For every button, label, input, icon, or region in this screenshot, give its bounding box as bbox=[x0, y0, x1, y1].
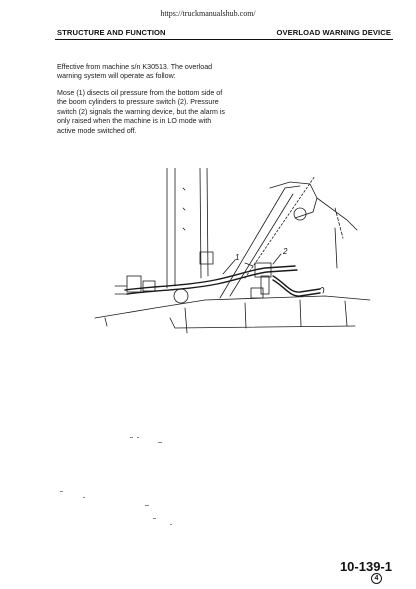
intro-paragraph: Effective from machine s/n K30513. The overload warning system will operate as follow: bbox=[57, 63, 213, 81]
revision-mark: 4 bbox=[371, 573, 382, 584]
url-watermark: https://truckmanualshub.com/ bbox=[160, 9, 256, 18]
topic-title: OVERLOAD WARNING DEVICE bbox=[276, 28, 391, 37]
callout-2: 2 bbox=[283, 247, 288, 256]
callout-1: 1 bbox=[235, 253, 240, 262]
page-number: 10-139-1 bbox=[339, 559, 392, 574]
section-title: STRUCTURE AND FUNCTION bbox=[57, 28, 166, 37]
description-paragraph: Mose (1) disects oil pressure from the bottom side of the boom cylinders to pressure switch (2). Pressure switch (2) signals the warning device, but the alarm is only raised when the machine is in LO mode with active mode switched off. bbox=[57, 89, 225, 135]
